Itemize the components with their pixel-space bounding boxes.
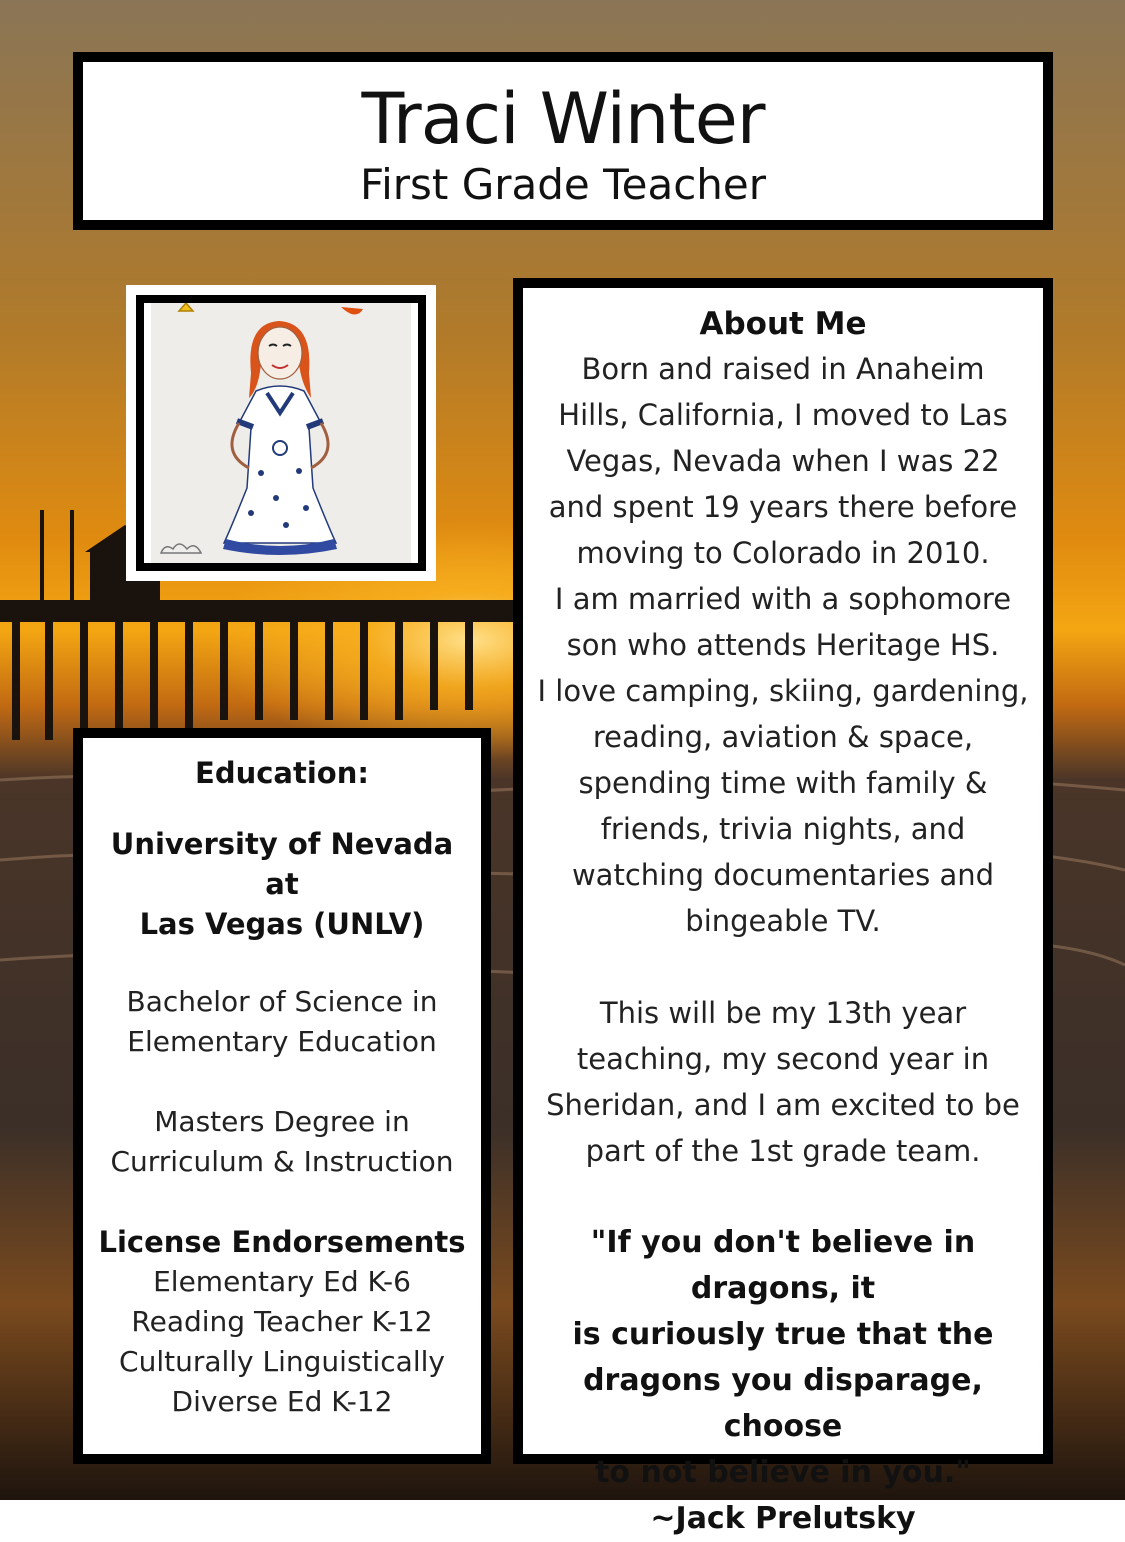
teaching-line: Sheridan, and I am excited to be (546, 1088, 1020, 1122)
dragon-quote (537, 1220, 1029, 1542)
bio-line: I love camping, skiing, gardening, (537, 674, 1029, 708)
quote-attribution: ~Jack Prelutsky (650, 1501, 916, 1536)
license-item: Reading Teacher K-12 (131, 1305, 433, 1338)
bio-line: watching documentaries and (571, 858, 995, 892)
bio-line: Hills, California, I moved to Las (558, 398, 1008, 432)
bachelor-degree (93, 982, 471, 1062)
school-line: Las Vegas (UNLV) (139, 907, 425, 941)
school-line: University of Nevada at (110, 827, 454, 901)
bio-line: moving to Colorado in 2010. (576, 536, 990, 570)
bio-line: Born and raised in Anaheim (581, 352, 985, 386)
teacher-role: First Grade Teacher (359, 160, 767, 209)
bio-line: bingeable TV. (685, 904, 881, 938)
school-name (93, 824, 471, 944)
license-heading: License Endorsements (98, 1225, 466, 1259)
license-item: Culturally Linguistically (119, 1345, 445, 1378)
license-list (93, 1262, 471, 1422)
education-heading: Education: (195, 756, 369, 790)
photo-border (136, 295, 426, 571)
license-item: Diverse Ed K-12 (171, 1385, 393, 1418)
bio-line: friends, trivia nights, and (600, 812, 966, 846)
photo-frame (126, 285, 436, 581)
quote-line: is curiously true that the (572, 1317, 994, 1352)
bio-line: and spent 19 years there before (548, 490, 1018, 524)
about-me-bio (537, 346, 1029, 1220)
teaching-line: This will be my 13th year (599, 996, 967, 1030)
degree-line: Bachelor of Science in (126, 985, 438, 1018)
child-drawing-portrait-icon (144, 303, 418, 563)
masters-degree (93, 1102, 471, 1182)
license-item: Elementary Ed K-6 (153, 1265, 411, 1298)
quote-line: "If you don't believe in dragons, it (590, 1225, 976, 1306)
bio-line: son who attends Heritage HS. (566, 628, 1000, 662)
bio-line: I am married with a sophomore (554, 582, 1012, 616)
bio-line: Vegas, Nevada when I was 22 (566, 444, 1000, 478)
degree-line: Elementary Education (127, 1025, 437, 1058)
education-panel (73, 728, 491, 1464)
teaching-line: teaching, my second year in (576, 1042, 990, 1076)
quote-line: dragons you disparage, choose (583, 1363, 983, 1444)
header-panel (73, 52, 1053, 230)
about-me-heading: About Me (699, 306, 867, 342)
quote-line: to not believe in you." (595, 1455, 971, 1490)
teacher-name: Traci Winter (361, 78, 765, 160)
teaching-line: part of the 1st grade team. (585, 1134, 981, 1168)
degree-line: Masters Degree in (154, 1105, 410, 1138)
about-me-panel (513, 278, 1053, 1536)
bio-line: spending time with family & (578, 766, 988, 800)
degree-line: Curriculum & Instruction (110, 1145, 454, 1178)
bio-line: reading, aviation & space, (592, 720, 974, 754)
